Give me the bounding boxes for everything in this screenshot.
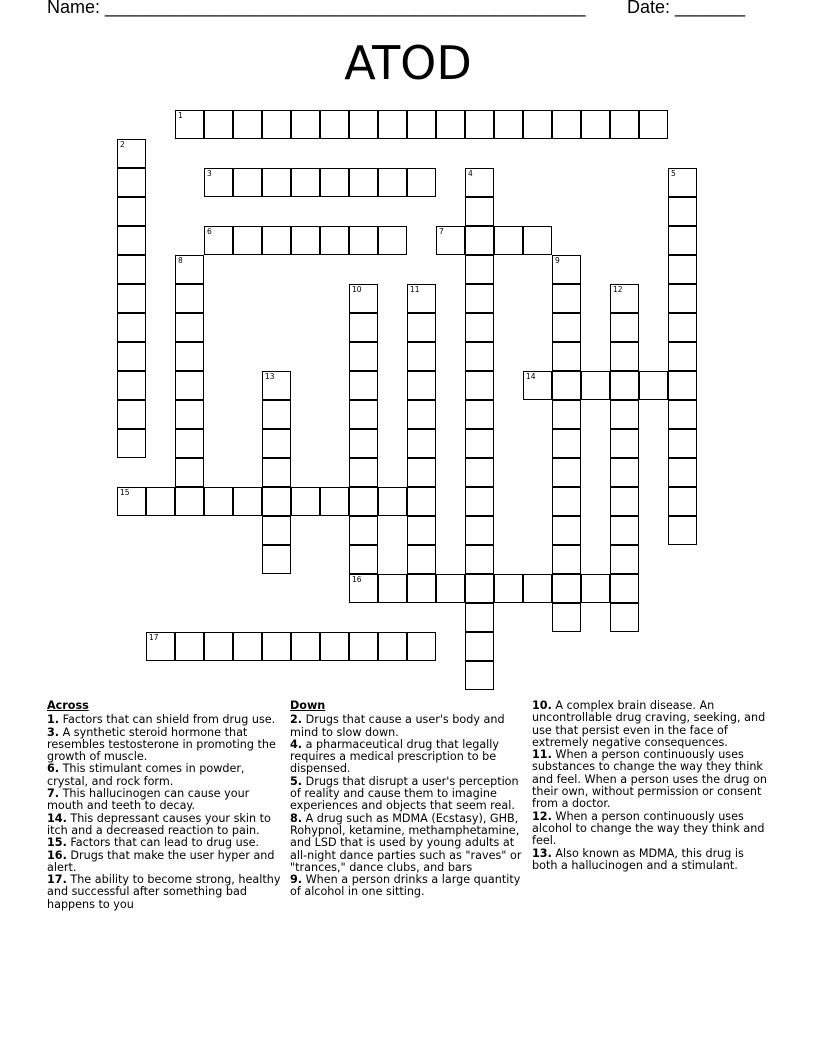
- grid-cell[interactable]: [349, 429, 378, 458]
- clue: [47, 788, 282, 813]
- grid-cell[interactable]: [407, 110, 436, 139]
- grid-cell[interactable]: [204, 632, 233, 661]
- grid-cell[interactable]: [378, 574, 407, 603]
- grid-cell[interactable]: [407, 487, 436, 516]
- grid-cell[interactable]: [610, 516, 639, 545]
- grid-cell[interactable]: [349, 487, 378, 516]
- grid-cell[interactable]: [117, 371, 146, 400]
- grid-cell[interactable]: [175, 632, 204, 661]
- grid-cell[interactable]: [117, 197, 146, 226]
- clue: [290, 813, 522, 874]
- grid-cell[interactable]: [146, 487, 175, 516]
- grid-cell[interactable]: [465, 516, 494, 545]
- grid-cell[interactable]: [552, 342, 581, 371]
- clue-number-label: 9.: [290, 873, 303, 887]
- grid-cell[interactable]: [610, 284, 639, 313]
- grid-cell[interactable]: [262, 516, 291, 545]
- grid-cell[interactable]: [494, 574, 523, 603]
- clue-number-label: 16.: [47, 848, 67, 862]
- clue-number: 12: [613, 285, 623, 294]
- grid-cell[interactable]: [233, 632, 262, 661]
- grid-cell[interactable]: [349, 342, 378, 371]
- grid-cell[interactable]: [552, 603, 581, 632]
- grid-cell[interactable]: [465, 110, 494, 139]
- grid-cell[interactable]: [523, 226, 552, 255]
- clue-number-label: 10.: [532, 699, 552, 712]
- grid-cell[interactable]: [407, 168, 436, 197]
- grid-cell[interactable]: [407, 400, 436, 429]
- grid-cell[interactable]: [610, 371, 639, 400]
- grid-cell[interactable]: [668, 429, 697, 458]
- grid-cell[interactable]: [320, 110, 349, 139]
- grid-cell[interactable]: [117, 139, 146, 168]
- grid-cell[interactable]: [349, 458, 378, 487]
- clue-text: This hallucinogen can cause your mouth and teeth to decay.: [47, 787, 250, 813]
- grid-cell[interactable]: [668, 168, 697, 197]
- grid-cell[interactable]: [117, 342, 146, 371]
- clue-text: When a person continuously uses alcohol to change the way they think and feel.: [532, 809, 765, 848]
- grid-cell[interactable]: [407, 342, 436, 371]
- grid-cell[interactable]: [291, 110, 320, 139]
- clue-number: 13: [265, 372, 275, 381]
- clue: [532, 811, 768, 848]
- grid-cell[interactable]: [465, 168, 494, 197]
- grid-cell[interactable]: [465, 632, 494, 661]
- clue-number: 1: [178, 111, 183, 120]
- grid-cell[interactable]: [349, 226, 378, 255]
- grid-cell[interactable]: [117, 400, 146, 429]
- clue-number-label: 8.: [290, 811, 303, 825]
- grid-cell[interactable]: [407, 429, 436, 458]
- grid-cell[interactable]: [262, 458, 291, 487]
- grid-cell[interactable]: [407, 632, 436, 661]
- grid-cell[interactable]: [465, 487, 494, 516]
- grid-cell[interactable]: [117, 284, 146, 313]
- grid-cell[interactable]: [465, 255, 494, 284]
- grid-cell[interactable]: [117, 168, 146, 197]
- grid-cell[interactable]: [552, 110, 581, 139]
- grid-cell[interactable]: [349, 371, 378, 400]
- grid-cell[interactable]: [291, 487, 320, 516]
- grid-cell[interactable]: [117, 313, 146, 342]
- grid-cell[interactable]: [291, 226, 320, 255]
- clue-number: 6: [207, 227, 212, 236]
- grid-cell[interactable]: [233, 226, 262, 255]
- grid-cell[interactable]: [262, 110, 291, 139]
- grid-cell[interactable]: [262, 487, 291, 516]
- grid-cell[interactable]: [146, 632, 175, 661]
- grid-cell[interactable]: [349, 632, 378, 661]
- clue-text: This stimulant comes in powder, crystal, and rock form.: [47, 762, 245, 788]
- grid-cell[interactable]: [552, 574, 581, 603]
- date-line[interactable]: Date: _______: [627, 0, 746, 17]
- clue: [47, 850, 282, 875]
- grid-cell[interactable]: [465, 458, 494, 487]
- grid-cell[interactable]: [320, 168, 349, 197]
- clue-text: Also known as MDMA, this drug is both a hallucinogen and a stimulant.: [532, 846, 744, 872]
- grid-cell[interactable]: [378, 168, 407, 197]
- name-line[interactable]: Name: ________________________________________________: [47, 0, 586, 17]
- grid-cell[interactable]: [349, 516, 378, 545]
- grid-cell[interactable]: [552, 284, 581, 313]
- clue-text: A complex brain disease. An uncontrollable drug craving, seeking, and use that persist even in the face of extremely negative consequences.: [532, 699, 766, 749]
- clue-number-label: 12.: [532, 809, 552, 823]
- grid-cell[interactable]: [175, 342, 204, 371]
- clue-number: 8: [178, 256, 183, 265]
- grid-cell[interactable]: [407, 313, 436, 342]
- grid-cell[interactable]: [668, 284, 697, 313]
- grid-cell[interactable]: [465, 429, 494, 458]
- grid-cell[interactable]: [349, 545, 378, 574]
- clue-number: 14: [526, 372, 536, 381]
- clue: [290, 776, 522, 813]
- grid-cell[interactable]: [233, 110, 262, 139]
- grid-cell[interactable]: [262, 226, 291, 255]
- clue-text: The ability to become strong, healthy and successful after something bad happens to you: [47, 873, 281, 911]
- clue: [290, 739, 522, 776]
- clue-text: Drugs that make the user hyper and alert.: [47, 848, 275, 874]
- grid-cell[interactable]: [378, 632, 407, 661]
- grid-cell[interactable]: [378, 110, 407, 139]
- grid-cell[interactable]: [610, 574, 639, 603]
- grid-cell[interactable]: [465, 400, 494, 429]
- grid-cell[interactable]: [262, 371, 291, 400]
- grid-cell[interactable]: [668, 516, 697, 545]
- grid-cell[interactable]: [494, 110, 523, 139]
- grid-cell[interactable]: [581, 110, 610, 139]
- grid-cell[interactable]: [610, 458, 639, 487]
- grid-cell[interactable]: [204, 168, 233, 197]
- clue-number-label: 2.: [290, 713, 303, 727]
- clue-number-label: 1.: [47, 713, 60, 727]
- grid-cell[interactable]: [668, 197, 697, 226]
- grid-cell[interactable]: [175, 284, 204, 313]
- clue: [47, 874, 282, 911]
- grid-cell[interactable]: [668, 371, 697, 400]
- clue-number: 11: [410, 285, 420, 294]
- grid-cell[interactable]: [320, 487, 349, 516]
- clue-number-label: 4.: [290, 737, 303, 751]
- grid-cell[interactable]: [668, 458, 697, 487]
- grid-cell[interactable]: [523, 574, 552, 603]
- clue-number: 17: [149, 633, 159, 642]
- grid-cell[interactable]: [378, 226, 407, 255]
- grid-cell[interactable]: [175, 429, 204, 458]
- clue-number: 3: [207, 169, 212, 178]
- clue-number: 4: [468, 169, 473, 178]
- grid-cell[interactable]: [320, 226, 349, 255]
- clue-number: 5: [671, 169, 676, 178]
- puzzle-title: ATOD: [344, 36, 472, 90]
- grid-cell[interactable]: [349, 284, 378, 313]
- grid-cell[interactable]: [378, 487, 407, 516]
- grid-cell[interactable]: [581, 371, 610, 400]
- grid-cell[interactable]: [320, 632, 349, 661]
- grid-cell[interactable]: [668, 255, 697, 284]
- clue-number-label: 13.: [532, 846, 552, 860]
- grid-cell[interactable]: [552, 255, 581, 284]
- grid-cell[interactable]: [349, 400, 378, 429]
- grid-cell[interactable]: [465, 226, 494, 255]
- grid-cell[interactable]: [610, 603, 639, 632]
- down-clues-continued: [532, 700, 768, 872]
- grid-cell[interactable]: [436, 226, 465, 255]
- grid-cell[interactable]: [262, 429, 291, 458]
- grid-cell[interactable]: [175, 400, 204, 429]
- clue-text: Factors that can lead to drug use.: [66, 836, 260, 850]
- clue-number: 10: [352, 285, 362, 294]
- grid-cell[interactable]: [552, 371, 581, 400]
- grid-cell[interactable]: [262, 632, 291, 661]
- grid-cell[interactable]: [175, 313, 204, 342]
- grid-cell[interactable]: [610, 313, 639, 342]
- grid-cell[interactable]: [610, 342, 639, 371]
- grid-cell[interactable]: [668, 226, 697, 255]
- grid-cell[interactable]: [175, 255, 204, 284]
- clue-text: When a person drinks a large quantity of alcohol in one sitting.: [290, 873, 521, 899]
- down-heading: Down: [290, 699, 326, 712]
- grid-cell[interactable]: [175, 487, 204, 516]
- down-clues: [290, 700, 522, 899]
- clue-text: Drugs that cause a user's body and mind to slow down.: [290, 713, 505, 739]
- grid-cell[interactable]: [639, 110, 668, 139]
- grid-cell[interactable]: [494, 226, 523, 255]
- grid-cell[interactable]: [552, 458, 581, 487]
- grid-cell[interactable]: [610, 400, 639, 429]
- clue-number-label: 7.: [47, 787, 60, 801]
- grid-cell[interactable]: [175, 110, 204, 139]
- clue-text: Drugs that disrupt a user's perception of reality and cause them to imagine experiences and objects that seem real.: [290, 774, 519, 813]
- grid-cell[interactable]: [552, 545, 581, 574]
- grid-cell[interactable]: [581, 574, 610, 603]
- grid-cell[interactable]: [610, 429, 639, 458]
- grid-cell[interactable]: [291, 632, 320, 661]
- clue-text: Factors that can shield from drug use.: [59, 713, 276, 727]
- grid-cell[interactable]: [117, 226, 146, 255]
- grid-cell[interactable]: [465, 197, 494, 226]
- grid-cell[interactable]: [523, 371, 552, 400]
- clue-number-label: 17.: [47, 873, 67, 887]
- grid-cell[interactable]: [407, 458, 436, 487]
- grid-cell[interactable]: [262, 168, 291, 197]
- clue-text: A synthetic steroid hormone that resembles testosterone in promoting the growth of muscle.: [47, 725, 276, 764]
- grid-cell[interactable]: [668, 342, 697, 371]
- grid-cell[interactable]: [552, 429, 581, 458]
- grid-cell[interactable]: [204, 226, 233, 255]
- grid-cell[interactable]: [552, 313, 581, 342]
- grid-cell[interactable]: [117, 487, 146, 516]
- clue: [532, 700, 768, 749]
- grid-cell[interactable]: [233, 487, 262, 516]
- grid-cell[interactable]: [465, 284, 494, 313]
- grid-cell[interactable]: [407, 371, 436, 400]
- grid-cell[interactable]: [204, 487, 233, 516]
- grid-cell[interactable]: [262, 545, 291, 574]
- grid-cell[interactable]: [291, 168, 320, 197]
- grid-cell[interactable]: [552, 487, 581, 516]
- grid-cell[interactable]: [523, 110, 552, 139]
- grid-cell[interactable]: [349, 110, 378, 139]
- across-clues: [47, 700, 282, 911]
- grid-cell[interactable]: [610, 545, 639, 574]
- clue-text: When a person continuously uses substances to change the way they think and feel. When a person uses the drug on their own, without permission or consent from a doctor.: [532, 748, 768, 811]
- grid-cell[interactable]: [407, 284, 436, 313]
- grid-cell[interactable]: [668, 487, 697, 516]
- clue: [532, 749, 768, 810]
- grid-cell[interactable]: [552, 516, 581, 545]
- across-heading: Across: [47, 699, 89, 712]
- clue-number-label: 6.: [47, 762, 60, 776]
- grid-cell[interactable]: [639, 371, 668, 400]
- clue-number: 2: [120, 140, 125, 149]
- clue-number: 9: [555, 256, 560, 265]
- grid-cell[interactable]: [465, 603, 494, 632]
- clue: [47, 763, 282, 788]
- grid-cell[interactable]: [349, 574, 378, 603]
- grid-cell[interactable]: [465, 313, 494, 342]
- grid-cell[interactable]: [407, 545, 436, 574]
- clue: [47, 813, 282, 838]
- grid-cell[interactable]: [204, 110, 233, 139]
- grid-cell[interactable]: [668, 400, 697, 429]
- clue: [47, 727, 282, 764]
- clue-number: 15: [120, 488, 130, 497]
- grid-cell[interactable]: [610, 487, 639, 516]
- grid-cell[interactable]: [465, 661, 494, 690]
- clue-number: 16: [352, 575, 362, 584]
- grid-cell[interactable]: [552, 400, 581, 429]
- grid-cell[interactable]: [117, 429, 146, 458]
- grid-cell[interactable]: [117, 255, 146, 284]
- clue-text: This depressant causes your skin to itch and a decreased reaction to pain.: [47, 811, 271, 837]
- grid-cell[interactable]: [465, 545, 494, 574]
- grid-cell[interactable]: [465, 371, 494, 400]
- grid-cell[interactable]: [407, 574, 436, 603]
- grid-cell[interactable]: [436, 110, 465, 139]
- clue-text: a pharmaceutical drug that legally requires a medical prescription to be dispensed.: [290, 737, 500, 776]
- clue: [290, 874, 522, 899]
- clue: [532, 848, 768, 873]
- clue-number: 7: [439, 227, 444, 236]
- clue-number-label: 14.: [47, 811, 67, 825]
- grid-cell[interactable]: [407, 516, 436, 545]
- grid-cell[interactable]: [465, 342, 494, 371]
- clue-number-label: 3.: [47, 725, 60, 739]
- grid-cell[interactable]: [349, 168, 378, 197]
- clue-number-label: 15.: [47, 836, 67, 850]
- grid-cell[interactable]: [465, 574, 494, 603]
- clue-number-label: 11.: [532, 748, 552, 762]
- grid-cell[interactable]: [610, 110, 639, 139]
- grid-cell[interactable]: [436, 574, 465, 603]
- clue-number-label: 5.: [290, 774, 303, 788]
- grid-cell[interactable]: [668, 313, 697, 342]
- grid-cell[interactable]: [233, 168, 262, 197]
- grid-cell[interactable]: [262, 400, 291, 429]
- grid-cell[interactable]: [175, 458, 204, 487]
- clue-text: A drug such as MDMA (Ecstasy), GHB, Rohypnol, ketamine, methamphetamine, and LSD that is used by young adults at all-night dance parties such as "raves" or "trances," dance clubs, and bars: [290, 811, 522, 874]
- clue: [290, 714, 522, 739]
- grid-cell[interactable]: [175, 371, 204, 400]
- grid-cell[interactable]: [349, 313, 378, 342]
